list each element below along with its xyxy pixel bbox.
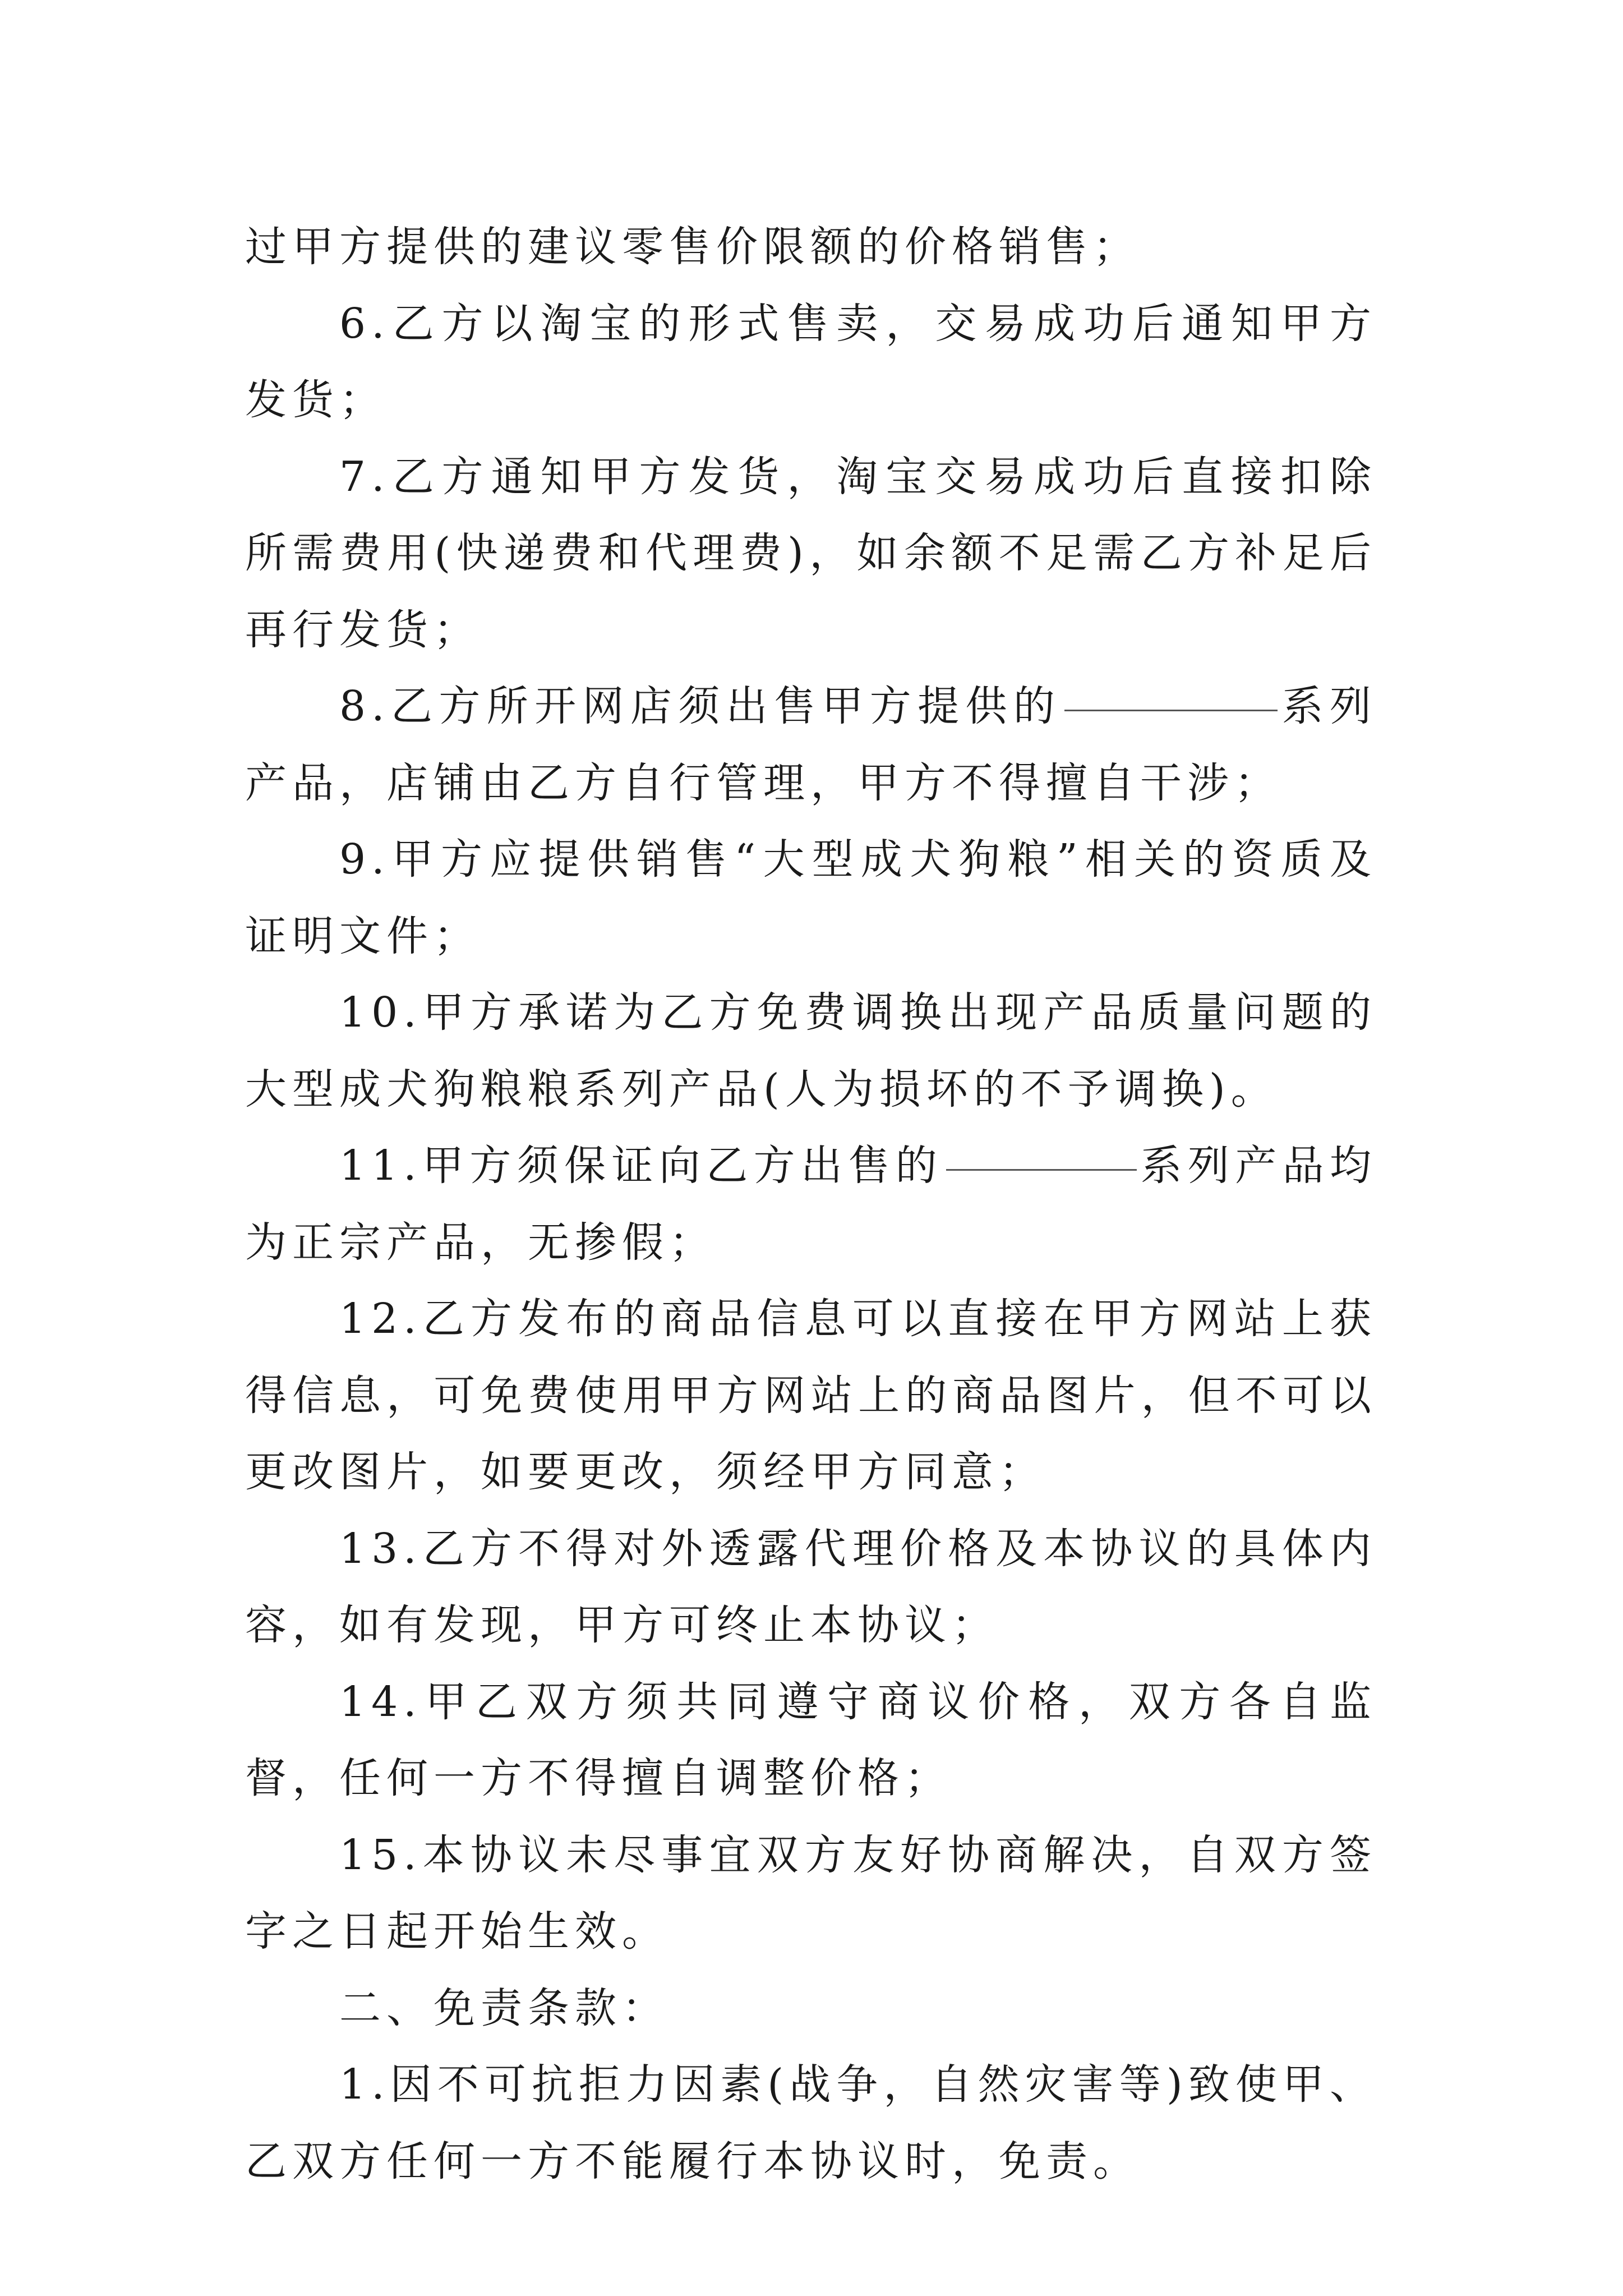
clause-13: 13.乙方不得对外透露代理价格及本协议的具体内容，如有发现，甲方可终止本协议；	[245, 1524, 1377, 1649]
paragraph-continuation: 过甲方提供的建议零售价限额的价格销售；	[245, 223, 1140, 271]
clause-11-before: 11.甲方须保证向乙方出售的	[339, 1142, 943, 1190]
clause-8-after: 系列产品，店铺由乙方自行管理，甲方不得擅自干涉；	[245, 682, 1377, 807]
clause-14: 14.甲乙双方须共同遵守商议价格，双方各自监督，任何一方不得擅自调整价格；	[245, 1677, 1377, 1802]
fill-in-blank	[1064, 709, 1278, 711]
clause-12: 12.乙方发布的商品信息可以直接在甲方网站上获得信息，可免费使用甲方网站上的商品图片，但不可以更改图片，如要更改，须经甲方同意；	[245, 1295, 1377, 1496]
section-heading-disclaimer: 二、免责条款：	[339, 1984, 669, 2032]
clause-8-before: 8.乙方所开网店须出售甲方提供的	[339, 682, 1062, 730]
disclaimer-clause-1: 1.因不可抗拒力因素(战争，自然灾害等)致使甲、乙双方任何一方不能履行本协议时，免责。	[245, 2060, 1377, 2185]
clause-11	[245, 1128, 1377, 1281]
clause-8	[245, 668, 1377, 821]
clause-7: 7.乙方通知甲方发货，淘宝交易成功后直接扣除所需费用(快递费和代理费)，如余额不足需乙方补足后再行发货；	[245, 452, 1377, 654]
document-body	[245, 209, 1377, 2200]
fill-in-blank	[946, 1168, 1137, 1171]
clause-11-after: 系列产品均为正宗产品，无掺假；	[245, 1142, 1377, 1267]
clause-9: 9.甲方应提供销售“大型成犬狗粮”相关的资质及证明文件；	[245, 835, 1377, 960]
clause-15: 15.本协议未尽事宜双方友好协商解决，自双方签字之日起开始生效。	[245, 1830, 1377, 1955]
clause-10: 10.甲方承诺为乙方免费调换出现产品质量问题的大型成犬狗粮粮系列产品(人为损坏的不予调换)。	[245, 988, 1377, 1114]
clause-6: 6.乙方以淘宝的形式售卖，交易成功后通知甲方发货；	[245, 299, 1377, 424]
